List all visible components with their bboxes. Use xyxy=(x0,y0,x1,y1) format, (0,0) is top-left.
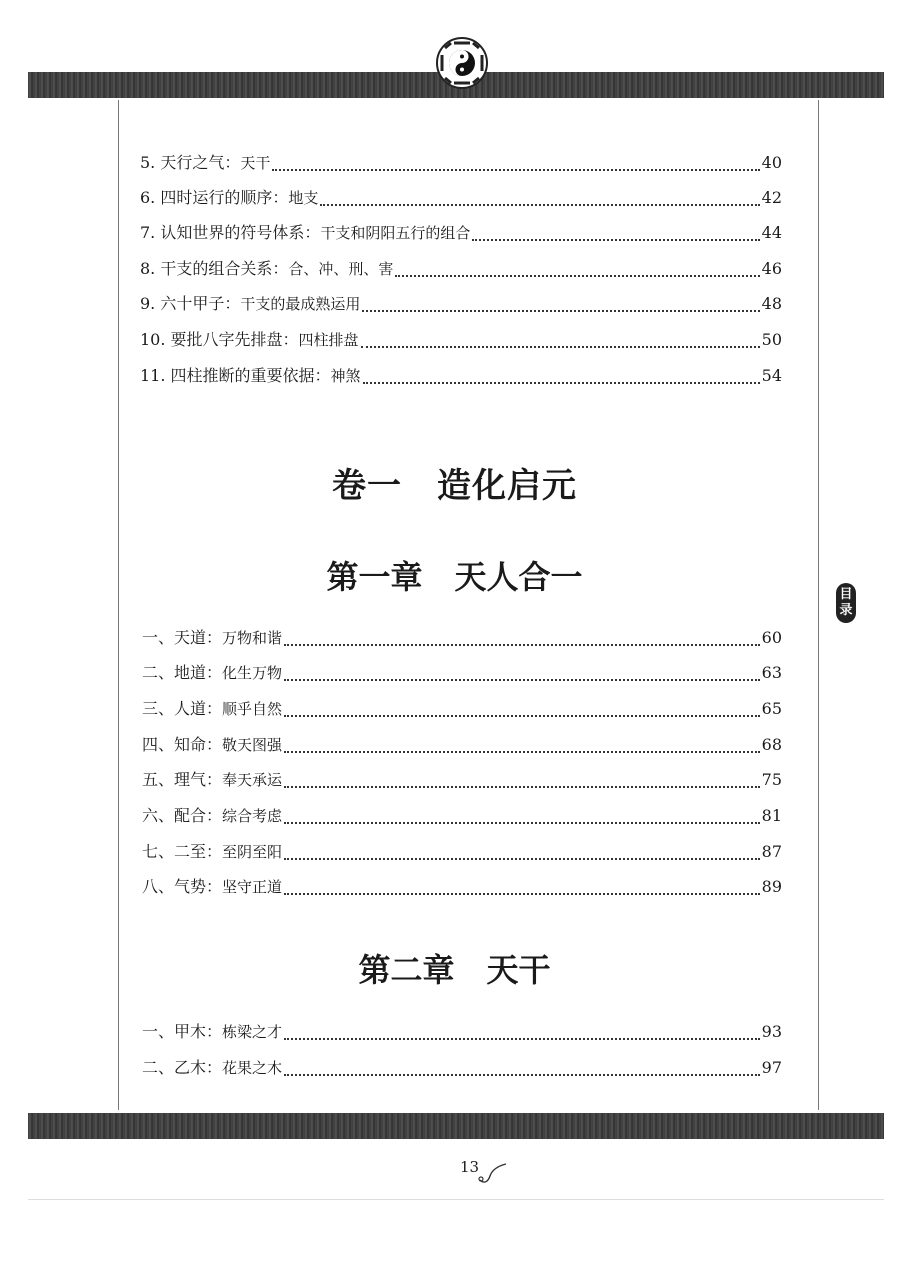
toc-item[interactable] xyxy=(142,696,782,720)
toc-item[interactable] xyxy=(140,185,782,209)
toc-item-page: 46 xyxy=(761,259,782,278)
toc-item-page: 97 xyxy=(761,1058,782,1077)
page-edge-line xyxy=(28,1199,884,1200)
toc-item-subtitle: 综合考虑 xyxy=(222,807,283,825)
page-number: 13 xyxy=(460,1158,480,1176)
toc-item-subtitle: 至阴至阳 xyxy=(222,843,283,861)
toc-item-label: 六、配合： xyxy=(142,806,223,825)
toc-item-subtitle: 干支和阴阳五行的组合 xyxy=(320,224,471,242)
toc-item-subtitle: 干支的最成熟运用 xyxy=(240,295,361,313)
section-tab[interactable] xyxy=(836,583,856,623)
toc-item-subtitle: 奉天承运 xyxy=(222,771,283,789)
toc-item-subtitle: 花果之木 xyxy=(222,1059,283,1077)
toc-item[interactable] xyxy=(140,291,782,315)
toc-item-page: 87 xyxy=(761,842,782,861)
swash-ornament-icon xyxy=(476,1160,508,1184)
toc-item-page: 81 xyxy=(761,806,782,825)
dot-leader xyxy=(284,699,760,717)
dot-leader xyxy=(363,366,760,384)
dot-leader xyxy=(284,1058,760,1076)
toc-item-label: 二、乙木： xyxy=(142,1058,223,1077)
toc-item-label: 八、气势： xyxy=(142,877,223,896)
toc-item-page: 48 xyxy=(761,294,782,313)
dot-leader xyxy=(284,806,760,824)
toc-item[interactable] xyxy=(140,220,782,244)
toc-item-label: 8. 干支的组合关系： xyxy=(140,259,289,278)
toc-item[interactable] xyxy=(140,150,782,174)
toc-item[interactable] xyxy=(142,839,782,863)
toc-item[interactable] xyxy=(142,660,782,684)
toc-item-page: 75 xyxy=(761,770,782,789)
toc-item-page: 60 xyxy=(761,628,782,647)
footer-bar xyxy=(28,1113,884,1139)
toc-item[interactable] xyxy=(142,732,782,756)
toc-item-page: 63 xyxy=(761,663,782,682)
toc-item-page: 65 xyxy=(761,699,782,718)
section-tab-char: 目 xyxy=(839,587,853,602)
toc-item-label: 一、天道： xyxy=(142,628,223,647)
dot-leader xyxy=(361,330,760,348)
dot-leader xyxy=(472,223,759,241)
toc-item-label: 5. 天行之气： xyxy=(140,153,241,172)
dot-leader xyxy=(284,842,760,860)
toc-item-subtitle: 合、冲、刑、害 xyxy=(288,260,394,278)
dot-leader xyxy=(284,735,760,753)
dot-leader xyxy=(284,877,760,895)
toc-item[interactable] xyxy=(142,767,782,791)
toc-item-label: 6. 四时运行的顺序： xyxy=(140,188,289,207)
toc-item-subtitle: 化生万物 xyxy=(222,664,283,682)
toc-item-page: 50 xyxy=(761,330,782,349)
dot-leader xyxy=(272,153,759,171)
section-tab-char: 录 xyxy=(839,603,853,618)
toc-item-page: 68 xyxy=(761,735,782,754)
toc-item-page: 42 xyxy=(761,188,782,207)
toc-item[interactable] xyxy=(142,625,782,649)
volume-title: 卷一 造化启元 xyxy=(332,466,577,506)
toc-item-label: 11. 四柱推断的重要依据： xyxy=(140,366,331,385)
dot-leader xyxy=(362,294,759,312)
toc-item-subtitle: 顺乎自然 xyxy=(222,700,283,718)
toc-item-label: 一、甲木： xyxy=(142,1022,223,1041)
toc-item-page: 44 xyxy=(761,223,782,242)
toc-item-subtitle: 栋梁之才 xyxy=(222,1023,283,1041)
toc-item-page: 93 xyxy=(761,1022,782,1041)
toc-item[interactable] xyxy=(142,1055,782,1079)
toc-item[interactable] xyxy=(140,327,782,351)
toc-item-label: 9. 六十甲子： xyxy=(140,294,241,313)
dot-leader xyxy=(320,188,759,206)
toc-item-page: 54 xyxy=(761,366,782,385)
dot-leader xyxy=(284,1022,760,1040)
toc-item[interactable] xyxy=(140,256,782,280)
toc-item-subtitle: 神煞 xyxy=(330,367,361,385)
toc-item-label: 二、地道： xyxy=(142,663,223,682)
toc-item-label: 10. 要批八字先排盘： xyxy=(140,330,299,349)
toc-item-page: 40 xyxy=(761,153,782,172)
dot-leader xyxy=(395,259,759,277)
toc-item[interactable] xyxy=(142,874,782,898)
dot-leader xyxy=(284,770,760,788)
toc-item[interactable] xyxy=(142,803,782,827)
toc-item-subtitle: 万物和谐 xyxy=(222,629,283,647)
toc-item-label: 7. 认知世界的符号体系： xyxy=(140,223,321,242)
toc-item-subtitle: 坚守正道 xyxy=(222,878,283,896)
toc-item-label: 三、人道： xyxy=(142,699,223,718)
toc-item-subtitle: 四柱排盘 xyxy=(298,331,359,349)
toc-item-label: 五、理气： xyxy=(142,770,223,789)
toc-item-label: 四、知命： xyxy=(142,735,223,754)
chapter-title: 第一章 天人合一 xyxy=(326,558,583,596)
dot-leader xyxy=(284,663,760,681)
toc-item[interactable] xyxy=(142,1019,782,1043)
toc-item-subtitle: 天干 xyxy=(240,154,271,172)
toc-item-subtitle: 地支 xyxy=(288,189,319,207)
toc-item-page: 89 xyxy=(761,877,782,896)
toc-item[interactable] xyxy=(140,363,782,387)
chapter-title: 第二章 天干 xyxy=(358,951,551,989)
bagua-yinyang-icon xyxy=(436,37,488,89)
dot-leader xyxy=(284,628,760,646)
toc-item-label: 七、二至： xyxy=(142,842,223,861)
toc-item-subtitle: 敬天图强 xyxy=(222,736,283,754)
